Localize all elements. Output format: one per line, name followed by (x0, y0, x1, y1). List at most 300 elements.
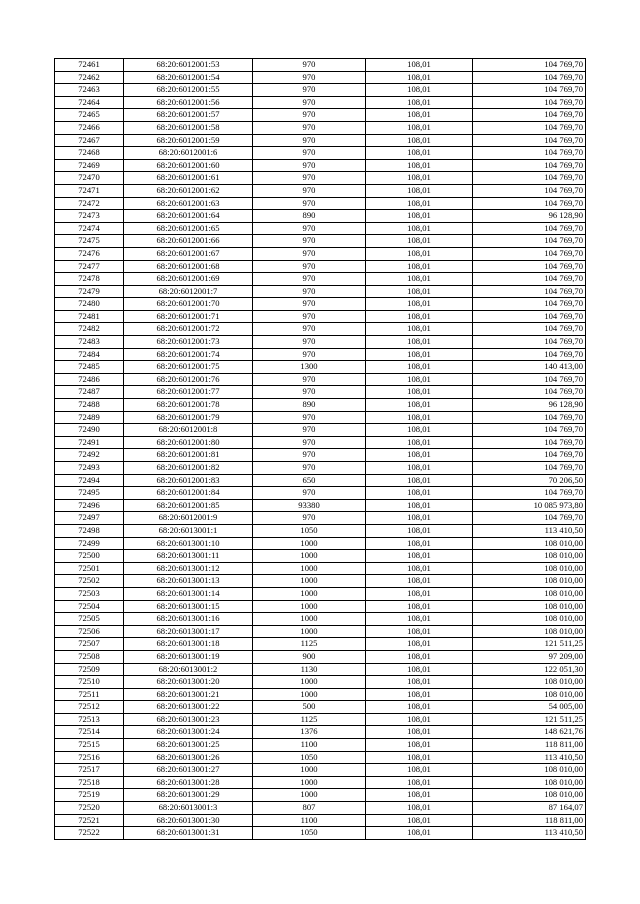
value-cell: 104 769,70 (473, 159, 586, 172)
rate-cell: 108,01 (366, 147, 473, 160)
rate-cell: 108,01 (366, 159, 473, 172)
cadastral-number-cell: 68:20:6012001:63 (124, 197, 253, 210)
table-row (55, 726, 586, 739)
record-number-cell: 72469 (55, 159, 124, 172)
area-cell: 1000 (253, 562, 366, 575)
cadastral-number-cell: 68:20:6012001:72 (124, 323, 253, 336)
record-number-cell: 72466 (55, 121, 124, 134)
cadastral-number-cell: 68:20:6013001:3 (124, 802, 253, 815)
cadastral-number-cell: 68:20:6012001:78 (124, 399, 253, 412)
rate-cell: 108,01 (366, 210, 473, 223)
area-cell: 1050 (253, 751, 366, 764)
area-cell: 1000 (253, 625, 366, 638)
value-cell: 104 769,70 (473, 336, 586, 349)
value-cell: 113 410,50 (473, 827, 586, 840)
cadastral-number-cell: 68:20:6013001:11 (124, 550, 253, 563)
table-row (55, 134, 586, 147)
value-cell: 104 769,70 (473, 436, 586, 449)
area-cell: 970 (253, 487, 366, 500)
record-number-cell: 72495 (55, 487, 124, 500)
cadastral-number-cell: 68:20:6012001:84 (124, 487, 253, 500)
table-row (55, 575, 586, 588)
table-row (55, 751, 586, 764)
table-row (55, 424, 586, 437)
cadastral-number-cell: 68:20:6012001:58 (124, 121, 253, 134)
table-row (55, 499, 586, 512)
table-body (55, 59, 586, 840)
record-number-cell: 72521 (55, 814, 124, 827)
area-cell: 890 (253, 399, 366, 412)
cadastral-number-cell: 68:20:6013001:28 (124, 776, 253, 789)
rate-cell: 108,01 (366, 348, 473, 361)
table-row (55, 298, 586, 311)
area-cell: 970 (253, 512, 366, 525)
cadastral-number-cell: 68:20:6012001:55 (124, 84, 253, 97)
table-row (55, 260, 586, 273)
cadastral-number-cell: 68:20:6013001:22 (124, 701, 253, 714)
cadastral-number-cell: 68:20:6013001:18 (124, 638, 253, 651)
table-row (55, 197, 586, 210)
record-number-cell: 72498 (55, 524, 124, 537)
value-cell: 121 511,25 (473, 713, 586, 726)
value-cell: 108 010,00 (473, 764, 586, 777)
value-cell: 10 085 973,80 (473, 499, 586, 512)
rate-cell: 108,01 (366, 562, 473, 575)
table-row (55, 462, 586, 475)
table-row (55, 84, 586, 97)
area-cell: 970 (253, 449, 366, 462)
cadastral-number-cell: 68:20:6013001:1 (124, 524, 253, 537)
value-cell: 104 769,70 (473, 121, 586, 134)
table-row (55, 147, 586, 160)
table-row (55, 361, 586, 374)
value-cell: 96 128,90 (473, 210, 586, 223)
area-cell: 970 (253, 436, 366, 449)
rate-cell: 108,01 (366, 575, 473, 588)
cadastral-number-cell: 68:20:6013001:26 (124, 751, 253, 764)
value-cell: 96 128,90 (473, 399, 586, 412)
area-cell: 890 (253, 210, 366, 223)
value-cell: 104 769,70 (473, 222, 586, 235)
cadastral-number-cell: 68:20:6013001:25 (124, 739, 253, 752)
value-cell: 113 410,50 (473, 751, 586, 764)
rate-cell: 108,01 (366, 587, 473, 600)
value-cell: 104 769,70 (473, 197, 586, 210)
cadastral-number-cell: 68:20:6013001:13 (124, 575, 253, 588)
area-cell: 970 (253, 222, 366, 235)
area-cell: 970 (253, 184, 366, 197)
area-cell: 1000 (253, 676, 366, 689)
rate-cell: 108,01 (366, 235, 473, 248)
table-row (55, 373, 586, 386)
table-row (55, 701, 586, 714)
area-cell: 970 (253, 260, 366, 273)
table-row (55, 121, 586, 134)
record-number-cell: 72517 (55, 764, 124, 777)
table-row (55, 210, 586, 223)
area-cell: 1130 (253, 663, 366, 676)
value-cell: 108 010,00 (473, 537, 586, 550)
table-row (55, 802, 586, 815)
table-row (55, 789, 586, 802)
area-cell: 970 (253, 323, 366, 336)
rate-cell: 108,01 (366, 676, 473, 689)
value-cell: 108 010,00 (473, 776, 586, 789)
rate-cell: 108,01 (366, 688, 473, 701)
value-cell: 108 010,00 (473, 676, 586, 689)
record-number-cell: 72502 (55, 575, 124, 588)
area-cell: 1000 (253, 613, 366, 626)
area-cell: 970 (253, 147, 366, 160)
rate-cell: 108,01 (366, 550, 473, 563)
cadastral-number-cell: 68:20:6012001:75 (124, 361, 253, 374)
record-number-cell: 72491 (55, 436, 124, 449)
area-cell: 1000 (253, 550, 366, 563)
record-number-cell: 72522 (55, 827, 124, 840)
table-row (55, 273, 586, 286)
area-cell: 650 (253, 474, 366, 487)
rate-cell: 108,01 (366, 121, 473, 134)
value-cell: 104 769,70 (473, 134, 586, 147)
area-cell: 500 (253, 701, 366, 714)
area-cell: 1300 (253, 361, 366, 374)
value-cell: 108 010,00 (473, 575, 586, 588)
record-number-cell: 72477 (55, 260, 124, 273)
record-number-cell: 72505 (55, 613, 124, 626)
cadastral-number-cell: 68:20:6013001:10 (124, 537, 253, 550)
area-cell: 1050 (253, 827, 366, 840)
cadastral-number-cell: 68:20:6012001:70 (124, 298, 253, 311)
area-cell: 970 (253, 247, 366, 260)
rate-cell: 108,01 (366, 184, 473, 197)
value-cell: 104 769,70 (473, 96, 586, 109)
cadastral-number-cell: 68:20:6012001:54 (124, 71, 253, 84)
area-cell: 970 (253, 121, 366, 134)
table-row (55, 348, 586, 361)
area-cell: 807 (253, 802, 366, 815)
table-row (55, 386, 586, 399)
cadastral-number-cell: 68:20:6013001:20 (124, 676, 253, 689)
table-row (55, 449, 586, 462)
cadastral-number-cell: 68:20:6013001:31 (124, 827, 253, 840)
value-cell: 104 769,70 (473, 147, 586, 160)
value-cell: 104 769,70 (473, 71, 586, 84)
area-cell: 1000 (253, 764, 366, 777)
cadastral-number-cell: 68:20:6013001:27 (124, 764, 253, 777)
rate-cell: 108,01 (366, 273, 473, 286)
value-cell: 104 769,70 (473, 487, 586, 500)
area-cell: 1125 (253, 713, 366, 726)
value-cell: 54 005,00 (473, 701, 586, 714)
rate-cell: 108,01 (366, 462, 473, 475)
area-cell: 970 (253, 285, 366, 298)
table-row (55, 663, 586, 676)
area-cell: 970 (253, 235, 366, 248)
cadastral-number-cell: 68:20:6013001:2 (124, 663, 253, 676)
table-row (55, 625, 586, 638)
record-number-cell: 72507 (55, 638, 124, 651)
rate-cell: 108,01 (366, 638, 473, 651)
table-row (55, 764, 586, 777)
record-number-cell: 72490 (55, 424, 124, 437)
record-number-cell: 72518 (55, 776, 124, 789)
rate-cell: 108,01 (366, 726, 473, 739)
area-cell: 970 (253, 386, 366, 399)
cadastral-number-cell: 68:20:6013001:17 (124, 625, 253, 638)
cadastral-number-cell: 68:20:6012001:68 (124, 260, 253, 273)
area-cell: 970 (253, 373, 366, 386)
area-cell: 970 (253, 71, 366, 84)
value-cell: 104 769,70 (473, 260, 586, 273)
value-cell: 104 769,70 (473, 172, 586, 185)
record-number-cell: 72497 (55, 512, 124, 525)
table-row (55, 71, 586, 84)
area-cell: 1000 (253, 789, 366, 802)
rate-cell: 108,01 (366, 310, 473, 323)
value-cell: 104 769,70 (473, 462, 586, 475)
record-number-cell: 72467 (55, 134, 124, 147)
record-number-cell: 72472 (55, 197, 124, 210)
cadastral-number-cell: 68:20:6012001:80 (124, 436, 253, 449)
data-table (54, 58, 586, 840)
record-number-cell: 72494 (55, 474, 124, 487)
value-cell: 97 209,00 (473, 650, 586, 663)
rate-cell: 108,01 (366, 71, 473, 84)
cadastral-number-cell: 68:20:6012001:65 (124, 222, 253, 235)
record-number-cell: 72464 (55, 96, 124, 109)
record-number-cell: 72468 (55, 147, 124, 160)
area-cell: 1000 (253, 537, 366, 550)
rate-cell: 108,01 (366, 789, 473, 802)
area-cell: 1000 (253, 776, 366, 789)
rate-cell: 108,01 (366, 512, 473, 525)
table-row (55, 184, 586, 197)
rate-cell: 108,01 (366, 524, 473, 537)
record-number-cell: 72493 (55, 462, 124, 475)
value-cell: 113 410,50 (473, 524, 586, 537)
cadastral-number-cell: 68:20:6012001:77 (124, 386, 253, 399)
value-cell: 118 811,00 (473, 739, 586, 752)
area-cell: 970 (253, 59, 366, 72)
table-row (55, 109, 586, 122)
table-row (55, 172, 586, 185)
cadastral-number-cell: 68:20:6013001:29 (124, 789, 253, 802)
area-cell: 970 (253, 336, 366, 349)
cadastral-number-cell: 68:20:6012001:66 (124, 235, 253, 248)
rate-cell: 108,01 (366, 84, 473, 97)
area-cell: 970 (253, 109, 366, 122)
table-row (55, 776, 586, 789)
value-cell: 104 769,70 (473, 512, 586, 525)
table-row (55, 676, 586, 689)
cadastral-number-cell: 68:20:6012001:62 (124, 184, 253, 197)
area-cell: 970 (253, 298, 366, 311)
record-number-cell: 72483 (55, 336, 124, 349)
table-row (55, 222, 586, 235)
rate-cell: 108,01 (366, 197, 473, 210)
record-number-cell: 72515 (55, 739, 124, 752)
value-cell: 104 769,70 (473, 386, 586, 399)
rate-cell: 108,01 (366, 650, 473, 663)
record-number-cell: 72480 (55, 298, 124, 311)
area-cell: 970 (253, 134, 366, 147)
rate-cell: 108,01 (366, 537, 473, 550)
rate-cell: 108,01 (366, 247, 473, 260)
rate-cell: 108,01 (366, 487, 473, 500)
rate-cell: 108,01 (366, 663, 473, 676)
table-row (55, 474, 586, 487)
area-cell: 1000 (253, 575, 366, 588)
value-cell: 104 769,70 (473, 449, 586, 462)
value-cell: 104 769,70 (473, 373, 586, 386)
value-cell: 104 769,70 (473, 310, 586, 323)
record-number-cell: 72499 (55, 537, 124, 550)
rate-cell: 108,01 (366, 449, 473, 462)
value-cell: 104 769,70 (473, 59, 586, 72)
cadastral-number-cell: 68:20:6012001:61 (124, 172, 253, 185)
record-number-cell: 72508 (55, 650, 124, 663)
rate-cell: 108,01 (366, 739, 473, 752)
rate-cell: 108,01 (366, 776, 473, 789)
cadastral-number-cell: 68:20:6013001:14 (124, 587, 253, 600)
table-row (55, 587, 586, 600)
cadastral-number-cell: 68:20:6012001:82 (124, 462, 253, 475)
record-number-cell: 72506 (55, 625, 124, 638)
record-number-cell: 72462 (55, 71, 124, 84)
cadastral-number-cell: 68:20:6013001:24 (124, 726, 253, 739)
area-cell: 970 (253, 159, 366, 172)
table-row (55, 600, 586, 613)
record-number-cell: 72519 (55, 789, 124, 802)
rate-cell: 108,01 (366, 96, 473, 109)
rate-cell: 108,01 (366, 386, 473, 399)
cadastral-number-cell: 68:20:6013001:12 (124, 562, 253, 575)
record-number-cell: 72511 (55, 688, 124, 701)
rate-cell: 108,01 (366, 336, 473, 349)
area-cell: 1000 (253, 688, 366, 701)
area-cell: 1000 (253, 587, 366, 600)
cadastral-number-cell: 68:20:6012001:56 (124, 96, 253, 109)
cadastral-number-cell: 68:20:6012001:76 (124, 373, 253, 386)
value-cell: 108 010,00 (473, 600, 586, 613)
area-cell: 970 (253, 310, 366, 323)
record-number-cell: 72520 (55, 802, 124, 815)
rate-cell: 108,01 (366, 399, 473, 412)
table-row (55, 436, 586, 449)
table-row (55, 411, 586, 424)
table-row (55, 310, 586, 323)
table-row (55, 285, 586, 298)
cadastral-number-cell: 68:20:6012001:67 (124, 247, 253, 260)
record-number-cell: 72475 (55, 235, 124, 248)
record-number-cell: 72500 (55, 550, 124, 563)
value-cell: 104 769,70 (473, 411, 586, 424)
rate-cell: 108,01 (366, 411, 473, 424)
area-cell: 1000 (253, 600, 366, 613)
cadastral-number-cell: 68:20:6012001:83 (124, 474, 253, 487)
cadastral-number-cell: 68:20:6012001:9 (124, 512, 253, 525)
cadastral-number-cell: 68:20:6012001:53 (124, 59, 253, 72)
value-cell: 122 051,30 (473, 663, 586, 676)
table-row (55, 336, 586, 349)
value-cell: 104 769,70 (473, 247, 586, 260)
record-number-cell: 72461 (55, 59, 124, 72)
cadastral-number-cell: 68:20:6012001:81 (124, 449, 253, 462)
cadastral-number-cell: 68:20:6012001:6 (124, 147, 253, 160)
value-cell: 121 511,25 (473, 638, 586, 651)
rate-cell: 108,01 (366, 701, 473, 714)
area-cell: 970 (253, 197, 366, 210)
value-cell: 104 769,70 (473, 298, 586, 311)
value-cell: 104 769,70 (473, 235, 586, 248)
rate-cell: 108,01 (366, 222, 473, 235)
table-row (55, 739, 586, 752)
record-number-cell: 72484 (55, 348, 124, 361)
cadastral-number-cell: 68:20:6013001:16 (124, 613, 253, 626)
table-row (55, 688, 586, 701)
cadastral-number-cell: 68:20:6012001:74 (124, 348, 253, 361)
value-cell: 104 769,70 (473, 285, 586, 298)
value-cell: 108 010,00 (473, 587, 586, 600)
value-cell: 87 164,07 (473, 802, 586, 815)
table-row (55, 827, 586, 840)
table-row (55, 650, 586, 663)
cadastral-number-cell: 68:20:6012001:59 (124, 134, 253, 147)
rate-cell: 108,01 (366, 600, 473, 613)
cadastral-number-cell: 68:20:6012001:85 (124, 499, 253, 512)
record-number-cell: 72476 (55, 247, 124, 260)
value-cell: 108 010,00 (473, 688, 586, 701)
record-number-cell: 72473 (55, 210, 124, 223)
value-cell: 104 769,70 (473, 323, 586, 336)
cadastral-number-cell: 68:20:6012001:7 (124, 285, 253, 298)
area-cell: 1100 (253, 814, 366, 827)
rate-cell: 108,01 (366, 285, 473, 298)
record-number-cell: 72496 (55, 499, 124, 512)
table-row (55, 512, 586, 525)
record-number-cell: 72504 (55, 600, 124, 613)
value-cell: 104 769,70 (473, 184, 586, 197)
rate-cell: 108,01 (366, 260, 473, 273)
area-cell: 1050 (253, 524, 366, 537)
rate-cell: 108,01 (366, 713, 473, 726)
record-number-cell: 72512 (55, 701, 124, 714)
table-row (55, 814, 586, 827)
table-row (55, 399, 586, 412)
rate-cell: 108,01 (366, 827, 473, 840)
rate-cell: 108,01 (366, 172, 473, 185)
record-number-cell: 72482 (55, 323, 124, 336)
table-row (55, 613, 586, 626)
area-cell: 970 (253, 348, 366, 361)
table-row (55, 323, 586, 336)
cadastral-number-cell: 68:20:6012001:60 (124, 159, 253, 172)
rate-cell: 108,01 (366, 814, 473, 827)
record-number-cell: 72513 (55, 713, 124, 726)
cadastral-number-cell: 68:20:6012001:73 (124, 336, 253, 349)
rate-cell: 108,01 (366, 361, 473, 374)
record-number-cell: 72487 (55, 386, 124, 399)
area-cell: 970 (253, 96, 366, 109)
cadastral-number-cell: 68:20:6013001:21 (124, 688, 253, 701)
area-cell: 1125 (253, 638, 366, 651)
record-number-cell: 72492 (55, 449, 124, 462)
cadastral-number-cell: 68:20:6013001:30 (124, 814, 253, 827)
value-cell: 108 010,00 (473, 625, 586, 638)
area-cell: 970 (253, 462, 366, 475)
value-cell: 140 413,00 (473, 361, 586, 374)
rate-cell: 108,01 (366, 109, 473, 122)
